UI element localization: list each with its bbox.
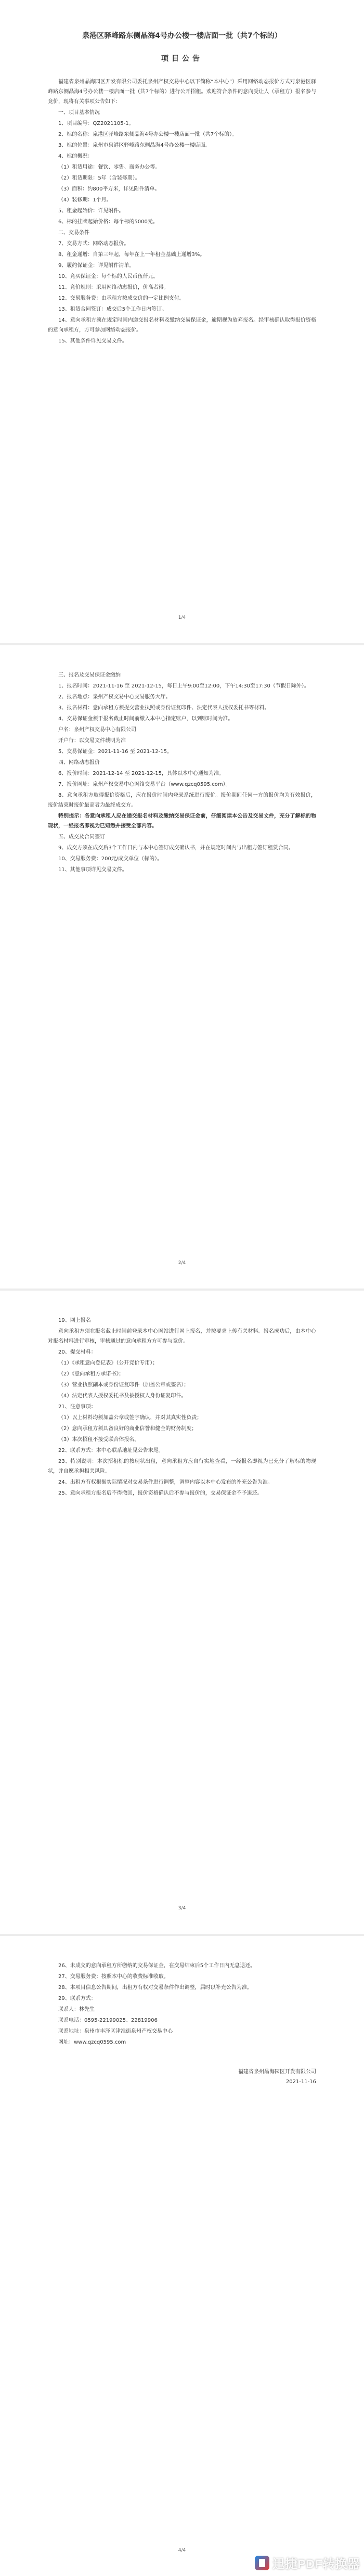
page-4 [0, 1936, 364, 2576]
paragraph: （2）意向承租方须具备良好的商业信誉和健全的财务制度； [58, 1426, 197, 1432]
paragraph: 20、提交材料： [58, 1349, 96, 1355]
paragraph: （4）法定代表人授权委托书及被授权人身份证复印件。 [58, 1393, 187, 1399]
pdf-converter-logo-icon [255, 2556, 269, 2570]
page-2-body [48, 670, 316, 875]
paragraph: 联系电话：0595-22199025、22819906 [58, 2018, 158, 2023]
paragraph: 8、租金递增：自第三年起，每年在上一年租金基础上递增3%。 [58, 252, 205, 258]
paragraph: 28、本项目信息公告期间，出租方有权对交易条件作出调整，届时以补充公告为准。 [58, 1985, 252, 1991]
page-3-body [48, 1316, 316, 1498]
paragraph: 29、联系方式： [58, 1996, 96, 2001]
paragraph: 12、交易服务费：由承租方按成交价的一定比例支付。 [58, 296, 185, 301]
signature-date: 2021-11-16 [285, 2079, 316, 2085]
paragraph: 15、其他条件详见交易文件。 [58, 338, 127, 344]
paragraph: 2、标的名称：泉港区驿峰路东侧晶海4号办公楼一楼店面一批（共7个标的）。 [58, 132, 238, 137]
page-3 [0, 1291, 364, 1934]
paragraph: 24、出租方有权根据实际情况对交易条件进行调整，调整内容以本中心发布的补充公告为准。 [58, 1480, 273, 1485]
paragraph: 户名：泉州产权交易中心有限公司 [58, 727, 136, 733]
signature-company: 福建省泉州晶海园区开发有限公司 [238, 2069, 316, 2075]
paragraph: 5、租金起始价：详见附件。 [58, 208, 124, 214]
paragraph: 3、标的位置：泉州市泉港区驿峰路东侧晶海4号办公楼一楼店面。 [58, 143, 211, 148]
paragraph: 27、交易服务费：按照本中心的收费标准收取。 [58, 1974, 169, 1980]
page-1-body [48, 77, 316, 346]
paragraph: 意向承租方须在报名截止时间前登录本中心网站进行网上报名，并按要求上传有关材料。报名成功后，由本中心对报名材料进行审核，审核通过的意向承租方方可参与竞价。 [48, 1329, 316, 1344]
paragraph: 网址：www.qzcq0595.com [58, 2039, 126, 2045]
paragraph: 三、报名及交易保证金缴纳 [58, 672, 121, 678]
paragraph: 11、竞价规则：采用网络动态报价，价高者得。 [58, 285, 169, 290]
paragraph: 1、项目编号：QZ2021105-1。 [58, 121, 134, 126]
paragraph: 10、竞买保证金：每个标的人民币伍仟元。 [58, 274, 159, 279]
paragraph: 开户行：以交易文件载明为准 [58, 738, 126, 744]
paragraph: 联系人：林先生 [58, 2007, 95, 2012]
paragraph: 9、成交方须在成交后3个工作日内与本中心签订成交确认书，并在规定时间内与出租方签订租赁合同。 [58, 845, 294, 851]
paragraph: 22、联系方式：本中心联系地址见公告末尾。 [58, 1448, 164, 1453]
page-number: 4/4 [178, 2548, 186, 2553]
paragraph: 19、网上报名 [58, 1318, 91, 1323]
paragraph: 四、网络动态报价 [58, 760, 100, 766]
page-number: 2/4 [178, 1260, 186, 1266]
document-title: 泉港区驿峰路东侧晶海4号办公楼一楼店面一批（共7个标的） [82, 32, 282, 40]
paragraph: 3、报名材料：意向承租方须提交营业执照或身份证复印件、法定代表人授权委托书等材料。 [58, 705, 270, 711]
paragraph: 4、标的概况： [58, 154, 93, 159]
paragraph: 6、报价时间：2021-12-14 至 2021-12-15，具体以本中心通知为准。 [58, 771, 224, 776]
page-2 [0, 645, 364, 1289]
paragraph: （1）租赁用途：餐饮、零售、商务办公等。 [58, 164, 161, 170]
paragraph: 联系地址：泉州市丰泽区津淮街泉州产权交易中心 [58, 2029, 173, 2034]
page-4-body [48, 1961, 316, 2047]
paragraph: 5、交易保证金：2021-11-16 至 2021-12-15。 [58, 749, 172, 755]
paragraph: 11、其他事项详见交易文件。 [58, 867, 127, 873]
paragraph: 23、特别说明：本次招租标的按现状出租，意向承租方应自行实地查看，一经报名即视为已充分了解标的物现状，并自愿承担相关风险。 [48, 1459, 316, 1474]
paragraph: 8、意向承租方取得报价资格后，应在报价时间内登录系统进行报价。报价期间任何一方的报价均为有效报价，报价结束时报价最高者为最终成交方。 [48, 793, 316, 808]
page-number: 3/4 [178, 1906, 186, 1911]
paragraph: （1）以上材料均须加盖公章或签字确认，并对其真实性负责； [58, 1415, 202, 1421]
paragraph: （2）《意向承租方承诺书》； [58, 1371, 124, 1377]
paragraph: 13、租赁合同签订：成交后5个工作日内签订。 [58, 307, 167, 312]
page-number: 1/4 [178, 615, 186, 620]
paragraph: （3）营业执照副本或身份证复印件（加盖公章或签名）； [58, 1382, 189, 1388]
paragraph: 4、交易保证金须于报名截止时间前缴入本中心指定账户，以到账时间为准。 [58, 716, 233, 722]
page-1 [0, 0, 364, 643]
watermark [255, 2554, 360, 2572]
paragraph: （2）租赁期限：5年（含装修期）。 [58, 175, 140, 181]
paragraph: 21、注意事项： [58, 1404, 96, 1410]
paragraph: 五、成交及合同签订 [58, 834, 105, 840]
paragraph: 7、报价网址：泉州产权交易中心网络交易平台（www.qzcq0595.com）。 [58, 782, 231, 787]
paragraph: 2、报名地点：泉州产权交易中心交易服务大厅。 [58, 694, 171, 700]
paragraph: 特别提示：各意向承租人应在递交报名材料及缴纳交易保证金前，仔细阅读本公告及交易文件，充分了解标的物现状，一经报名即视为已知悉并接受全部内容。 [48, 813, 316, 829]
paragraph: 14、意向承租方须在规定时间内递交报名材料及缴纳交易保证金，逾期视为放弃报名。经审核确认取得报价资格的意向承租方，方可参加网络动态报价。 [48, 317, 316, 333]
paragraph: （3）本次招租不接受联合体报名。 [58, 1437, 140, 1443]
paragraph: 一、项目基本情况 [58, 110, 100, 116]
paragraph: （4）装修期：1个月。 [58, 197, 112, 203]
document-subtitle: 项目公告 [161, 55, 203, 63]
paragraph: 二、交易条件 [58, 230, 89, 236]
paragraph: 26、未成交的意向承租方所缴纳的交易保证金，在交易结束后5个工作日内无息退还。 [58, 1963, 256, 1969]
paragraph: （3）面积：约800平方米，详见附件清单。 [58, 186, 160, 192]
watermark-text: 迅捷PDF转换器 [272, 2557, 360, 2571]
paragraph: 福建省泉州晶海园区开发有限公司委托泉州产权交易中心以下简称“本中心”）采用网络动态报价方式对泉港区驿峰路东侧晶海4号办公楼一楼店面一批（共7个标的）进行公开招租。欢迎符合条件的意向受让人（承租方）报名参与竞价，现将有关事项公告如下： [48, 79, 316, 105]
paragraph: 9、履约保证金：详见附件清单。 [58, 263, 135, 269]
paragraph: 7、交易方式：网络动态报价。 [58, 241, 129, 247]
paragraph: 1、报名时间：2021-11-16 至 2021-12-15，每日上午9:00至12:00，下午14:30至17:30（节假日除外）。 [58, 683, 309, 689]
paragraph: （1）《承租意向登记表》（公开竞价专用）； [58, 1360, 158, 1366]
paragraph: 6、标的挂牌起始价格：每个标的5000元。 [58, 219, 158, 225]
paragraph: 10、交易服务费：200元/成交单位（标的）。 [58, 856, 163, 862]
paragraph: 25、意向承租方报名后不得撤回，报价资格确认后不参与报价的，交易保证金不予退还。 [58, 1490, 263, 1496]
